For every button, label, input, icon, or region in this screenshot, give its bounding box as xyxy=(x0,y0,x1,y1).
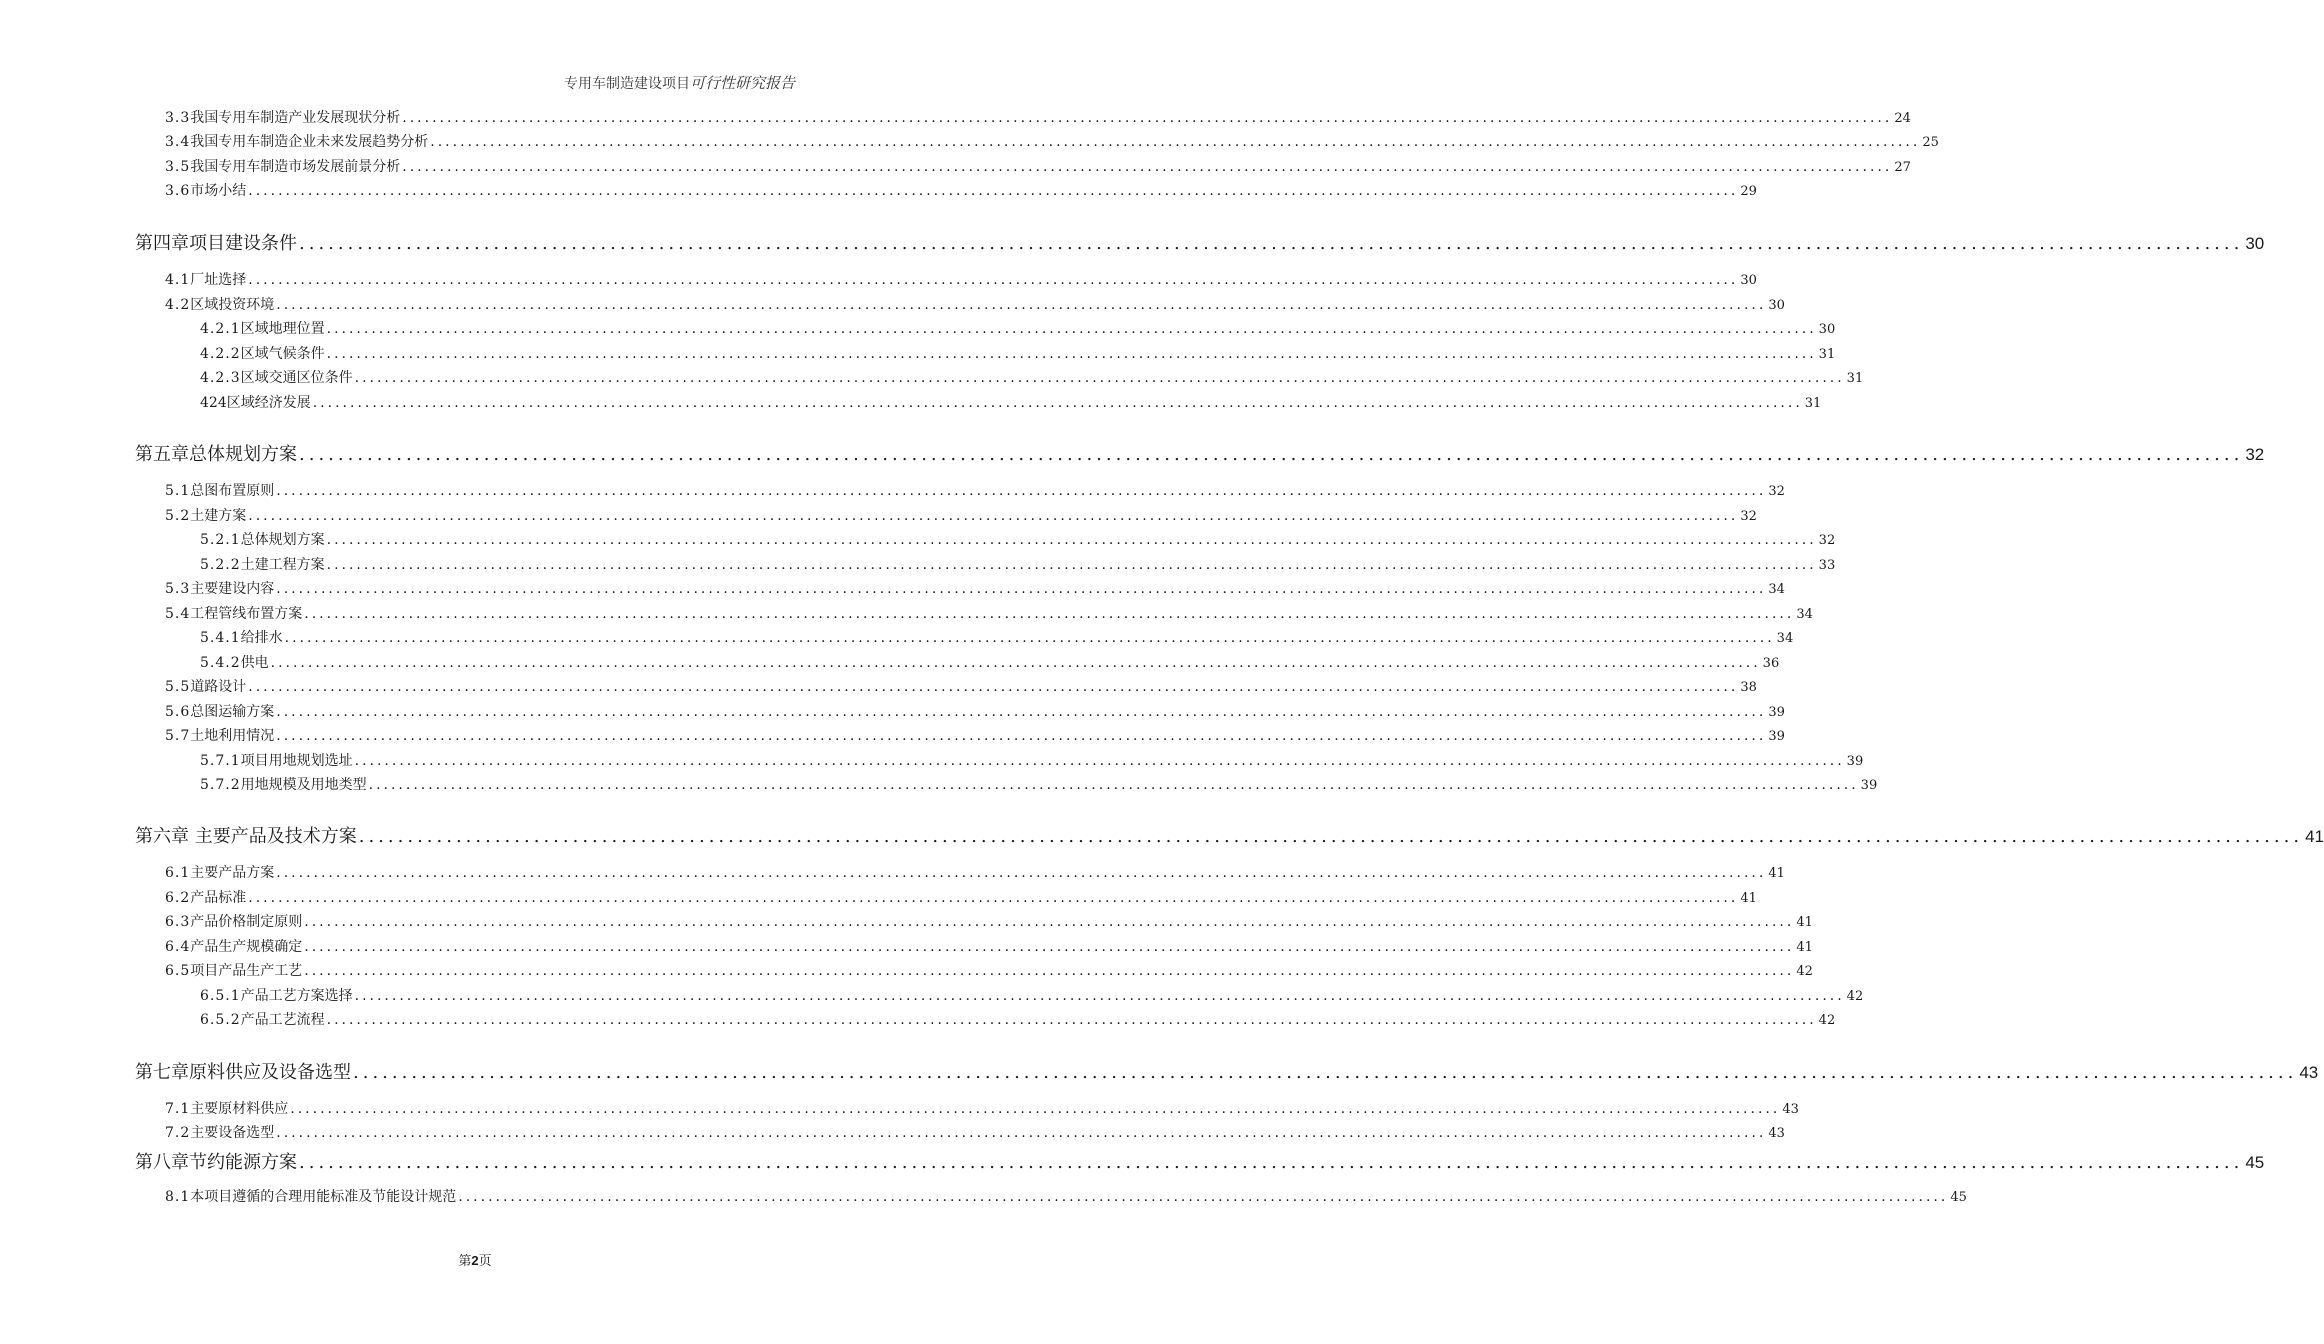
toc-entry-page-number: 39 xyxy=(1768,705,1785,720)
toc-entry[interactable] xyxy=(165,960,1813,980)
toc-entry-number: 6.5 xyxy=(165,963,191,979)
toc-entry-page-number: 41 xyxy=(1796,940,1813,955)
footer-suffix: 页 xyxy=(478,1254,492,1269)
toc-entry-title: 项目产品生产工艺 xyxy=(190,963,303,979)
toc-entry[interactable] xyxy=(200,750,1864,770)
toc-entry[interactable] xyxy=(200,529,1836,549)
toc-entry[interactable] xyxy=(165,156,1911,176)
toc-entry-number: 6.5.1 xyxy=(200,988,241,1004)
dot-leader: ........................................................................................................................................................................................................ xyxy=(299,233,2244,254)
toc-entry-number: 3.6 xyxy=(165,183,191,199)
toc-entry-page-number: 34 xyxy=(1768,582,1785,597)
toc-entry-number: 4.1 xyxy=(165,272,191,288)
toc-entry[interactable] xyxy=(165,269,1757,289)
toc-entry-page-number: 32 xyxy=(1818,533,1836,548)
toc-entry-title: 工程管线布置方案 xyxy=(190,606,303,622)
toc-entry-page-number: 42 xyxy=(1846,989,1864,1004)
toc-entry[interactable] xyxy=(200,652,1780,672)
toc-entry-title: 主要建设内容 xyxy=(190,581,275,597)
toc-entry-page-number: 39 xyxy=(1846,754,1864,769)
toc-entry-title: 产品价格制定原则 xyxy=(190,914,303,930)
toc-entry-title: 区域气候条件 xyxy=(240,346,325,362)
toc-entry-title: 主要原材料供应 xyxy=(190,1101,289,1117)
dot-leader: ........................................................................................................................................................................................................ xyxy=(358,826,2304,847)
toc-chapter-entry[interactable] xyxy=(135,440,2265,466)
toc-entry[interactable] xyxy=(165,505,1757,525)
toc-entry-number: 6.5.2 xyxy=(200,1012,241,1028)
dot-leader: ........................................................................................................................................................................................................ xyxy=(248,272,1739,288)
toc-entry-number: 5.4.2 xyxy=(200,655,241,671)
toc-entry-title: 第四章项目建设条件 xyxy=(135,233,297,254)
toc-entry[interactable] xyxy=(165,701,1785,721)
toc-entry-title: 我国专用车制造企业未来发展趋势分析 xyxy=(190,134,429,150)
toc-entry-title: 土建工程方案 xyxy=(240,557,325,573)
dot-leader: ........................................................................................................................................................................................................ xyxy=(276,704,1767,720)
toc-entry-page-number: 43 xyxy=(1768,1126,1785,1141)
toc-entry-page-number: 24 xyxy=(1894,111,1911,126)
toc-entry-page-number: 32 xyxy=(1740,509,1757,524)
dot-leader: ........................................................................................................................................................................................................ xyxy=(353,1062,2298,1083)
toc-entry-number: 6.4 xyxy=(165,939,191,955)
toc-entry-page-number: 32 xyxy=(1768,484,1785,499)
header-title: 专用车制造建设项目 xyxy=(563,76,690,92)
toc-entry-page-number: 41 xyxy=(1740,891,1757,906)
toc-entry-page-number: 41 xyxy=(1768,866,1785,881)
toc-entry-page-number: 31 xyxy=(1818,347,1836,362)
dot-leader: ........................................................................................................................................................................................................ xyxy=(304,606,1795,622)
toc-chapter-entry[interactable] xyxy=(135,1148,2265,1174)
toc-entry-number: 4.2.3 xyxy=(200,370,241,386)
toc-chapter-entry[interactable] xyxy=(135,229,2265,255)
dot-leader: ........................................................................................................................................................................................................ xyxy=(270,655,1761,671)
dot-leader: ........................................................................................................................................................................................................ xyxy=(248,890,1739,906)
toc-entry[interactable] xyxy=(200,985,1864,1005)
toc-entry-page-number: 30 xyxy=(1818,322,1836,337)
toc-entry-title: 第八章节约能源方案 xyxy=(135,1152,297,1173)
toc-entry-number: 5.2.1 xyxy=(200,532,241,548)
toc-entry-number: 5.7.2 xyxy=(200,777,241,793)
toc-entry[interactable] xyxy=(165,1186,1967,1206)
toc-entry-number: 5.3 xyxy=(165,581,191,597)
dot-leader: ........................................................................................................................................................................................................ xyxy=(326,346,1817,362)
toc-entry-number: 5.5 xyxy=(165,679,191,695)
dot-leader: ........................................................................................................................................................................................................ xyxy=(458,1189,1949,1205)
toc-entry[interactable] xyxy=(165,862,1785,882)
toc-entry[interactable] xyxy=(165,1122,1785,1142)
toc-entry-title: 我国专用车制造市场发展前景分析 xyxy=(190,159,401,175)
toc-entry[interactable] xyxy=(165,180,1757,200)
dot-leader: ........................................................................................................................................................................................................ xyxy=(326,321,1817,337)
page-footer xyxy=(0,1250,950,1269)
toc-entry-title: 土建方案 xyxy=(190,508,247,524)
dot-leader: ........................................................................................................................................................................................................ xyxy=(248,679,1739,695)
dot-leader: ........................................................................................................................................................................................................ xyxy=(304,963,1795,979)
toc-entry-page-number: 34 xyxy=(1796,607,1813,622)
toc-entry-page-number: 30 xyxy=(2245,234,2265,253)
toc-entry[interactable] xyxy=(165,936,1813,956)
dot-leader: ........................................................................................................................................................................................................ xyxy=(276,728,1767,744)
toc-entry-title: 道路设计 xyxy=(190,679,247,695)
toc-entry-title: 总图布置原则 xyxy=(190,483,275,499)
toc-entry[interactable] xyxy=(165,480,1785,500)
toc-entry-title: 产品标准 xyxy=(190,890,247,906)
dot-leader: ........................................................................................................................................................................................................ xyxy=(304,939,1795,955)
toc-entry[interactable] xyxy=(200,774,1878,794)
toc-entry-title: 给排水 xyxy=(240,630,283,646)
toc-entry-title: 我国专用车制造产业发展现状分析 xyxy=(190,110,401,126)
dot-leader: ........................................................................................................................................................................................................ xyxy=(402,159,1893,175)
toc-entry-page-number: 34 xyxy=(1776,631,1794,646)
toc-entry-page-number: 36 xyxy=(1762,656,1780,671)
toc-entry-page-number: 29 xyxy=(1740,184,1757,199)
toc-entry-title: 总体规划方案 xyxy=(240,532,325,548)
toc-entry-page-number: 41 xyxy=(2305,827,2324,846)
toc-entry[interactable] xyxy=(200,343,1836,363)
dot-leader: ........................................................................................................................................................................................................ xyxy=(430,134,1921,150)
toc-entry-page-number: 31 xyxy=(1804,396,1822,411)
toc-entry-page-number: 30 xyxy=(1740,273,1757,288)
dot-leader: ........................................................................................................................................................................................................ xyxy=(276,1125,1767,1141)
dot-leader: ........................................................................................................................................................................................................ xyxy=(354,988,1845,1004)
toc-entry-number: 4.2.1 xyxy=(200,321,241,337)
toc-entry-page-number: 45 xyxy=(1950,1190,1967,1205)
dot-leader: ........................................................................................................................................................................................................ xyxy=(402,110,1893,126)
toc-entry-number: 3.5 xyxy=(165,159,191,175)
dot-leader: ........................................................................................................................................................................................................ xyxy=(354,370,1845,386)
toc-entry-number: 5.4 xyxy=(165,606,191,622)
dot-leader: ........................................................................................................................................................................................................ xyxy=(368,777,1859,793)
dot-leader: ........................................................................................................................................................................................................ xyxy=(299,444,2244,465)
toc-entry-page-number: 41 xyxy=(1796,915,1813,930)
toc-entry-page-number: 42 xyxy=(1818,1013,1836,1028)
dot-leader: ........................................................................................................................................................................................................ xyxy=(304,914,1795,930)
toc-entry-title: 第五章总体规划方案 xyxy=(135,444,297,465)
toc-entry-title: 市场小结 xyxy=(190,183,247,199)
toc-entry[interactable] xyxy=(165,131,1939,151)
dot-leader: ........................................................................................................................................................................................................ xyxy=(326,532,1817,548)
toc-entry-number: 8.1 xyxy=(165,1189,191,1205)
dot-leader: ........................................................................................................................................................................................................ xyxy=(290,1101,1781,1117)
footer-prefix: 第 xyxy=(458,1254,472,1269)
toc-entry[interactable] xyxy=(165,911,1813,931)
toc-entry-page-number: 45 xyxy=(2245,1153,2265,1172)
toc-entry-title: 产品生产规模确定 xyxy=(190,939,303,955)
toc-entry-title: 主要产品方案 xyxy=(190,865,275,881)
toc-chapter-entry[interactable] xyxy=(135,822,2324,848)
toc-entry-title: 主要设备选型 xyxy=(190,1125,275,1141)
toc-entry-number: 6.2 xyxy=(165,890,191,906)
toc-entry-title: 第七章原料供应及设备选型 xyxy=(135,1062,351,1083)
toc-entry-number: 5.7.1 xyxy=(200,753,241,769)
toc-entry-title: 用地规模及用地类型 xyxy=(240,777,367,793)
toc-entry-number: 5.2.2 xyxy=(200,557,241,573)
toc-entry-number: 4.2.2 xyxy=(200,346,241,362)
toc-entry[interactable] xyxy=(165,887,1757,907)
toc-entry-page-number: 27 xyxy=(1894,160,1911,175)
toc-entry-number: 6.3 xyxy=(165,914,191,930)
toc-entry-page-number: 43 xyxy=(1782,1102,1799,1117)
toc-entry-page-number: 30 xyxy=(1768,298,1785,313)
dot-leader: ........................................................................................................................................................................................................ xyxy=(299,1152,2244,1173)
toc-entry-number: 7.2 xyxy=(165,1125,191,1141)
toc-entry[interactable] xyxy=(165,676,1757,696)
toc-entry-number: 6.1 xyxy=(165,865,191,881)
dot-leader: ........................................................................................................................................................................................................ xyxy=(326,1012,1817,1028)
toc-entry-title: 产品工艺方案选择 xyxy=(240,988,353,1004)
toc-entry-page-number: 38 xyxy=(1740,680,1757,695)
dot-leader: ........................................................................................................................................................................................................ xyxy=(276,581,1767,597)
toc-entry-number: 5.1 xyxy=(165,483,191,499)
toc-entry[interactable] xyxy=(200,627,1794,647)
toc-entry-page-number: 42 xyxy=(1796,964,1813,979)
toc-entry-title: 区域交通区位条件 xyxy=(240,370,353,386)
toc-entry-number: 3.3 xyxy=(165,110,191,126)
toc-entry-title: 项目用地规划选址 xyxy=(240,753,353,769)
toc-entry-page-number: 39 xyxy=(1768,729,1785,744)
toc-entry-page-number: 43 xyxy=(2299,1063,2319,1082)
toc-entry[interactable] xyxy=(165,107,1911,127)
toc-entry-page-number: 39 xyxy=(1860,778,1878,793)
dot-leader: ........................................................................................................................................................................................................ xyxy=(312,395,1803,411)
toc-entry-title: 424区域经济发展 xyxy=(200,395,311,411)
toc-entry-title: 供电 xyxy=(240,655,269,671)
toc-entry-title: 区域投资环境 xyxy=(190,297,275,313)
dot-leader: ........................................................................................................................................................................................................ xyxy=(248,508,1739,524)
dot-leader: ........................................................................................................................................................................................................ xyxy=(354,753,1845,769)
dot-leader: ........................................................................................................................................................................................................ xyxy=(284,630,1775,646)
toc-entry-number: 4.2 xyxy=(165,297,191,313)
dot-leader: ........................................................................................................................................................................................................ xyxy=(276,483,1767,499)
toc-entry[interactable] xyxy=(200,392,1822,412)
toc-entry-page-number: 31 xyxy=(1846,371,1864,386)
dot-leader: ........................................................................................................................................................................................................ xyxy=(276,865,1767,881)
toc-entry-number: 5.7 xyxy=(165,728,191,744)
toc-entry-number: 5.4.1 xyxy=(200,630,241,646)
dot-leader: ........................................................................................................................................................................................................ xyxy=(248,183,1739,199)
toc-entry-title: 总图运输方案 xyxy=(190,704,275,720)
toc-entry-number: 3.4 xyxy=(165,134,191,150)
dot-leader: ........................................................................................................................................................................................................ xyxy=(326,557,1817,573)
header-title-italic: 可行性研究报告 xyxy=(689,74,795,92)
toc-entry-number: 5.2 xyxy=(165,508,191,524)
toc-entry-number: 5.6 xyxy=(165,704,191,720)
toc-entry-page-number: 25 xyxy=(1922,135,1939,150)
toc-entry[interactable] xyxy=(200,318,1836,338)
toc-entry[interactable] xyxy=(165,1098,1799,1118)
toc-entry[interactable] xyxy=(165,725,1785,745)
toc-entry[interactable] xyxy=(200,367,1864,387)
toc-chapter-entry[interactable] xyxy=(135,1058,2319,1084)
toc-entry-title: 区域地理位置 xyxy=(240,321,325,337)
toc-entry[interactable] xyxy=(200,1009,1836,1029)
toc-entry-title: 厂址选择 xyxy=(190,272,247,288)
toc-entry-page-number: 33 xyxy=(1818,558,1836,573)
toc-entry[interactable] xyxy=(200,554,1836,574)
toc-entry-title: 本项目遵循的合理用能标准及节能设计规范 xyxy=(190,1189,457,1205)
toc-entry[interactable] xyxy=(165,578,1785,598)
toc-entry[interactable] xyxy=(165,603,1813,623)
toc-entry-title: 产品工艺流程 xyxy=(240,1012,325,1028)
dot-leader: ........................................................................................................................................................................................................ xyxy=(276,297,1767,313)
toc-entry-title: 土地利用情况 xyxy=(190,728,275,744)
toc-entry-number: 7.1 xyxy=(165,1101,191,1117)
toc-entry-page-number: 32 xyxy=(2245,445,2265,464)
footer-page-number: 2 xyxy=(471,1253,479,1268)
toc-entry[interactable] xyxy=(165,294,1785,314)
toc-entry-title: 第六章 主要产品及技术方案 xyxy=(135,826,357,847)
